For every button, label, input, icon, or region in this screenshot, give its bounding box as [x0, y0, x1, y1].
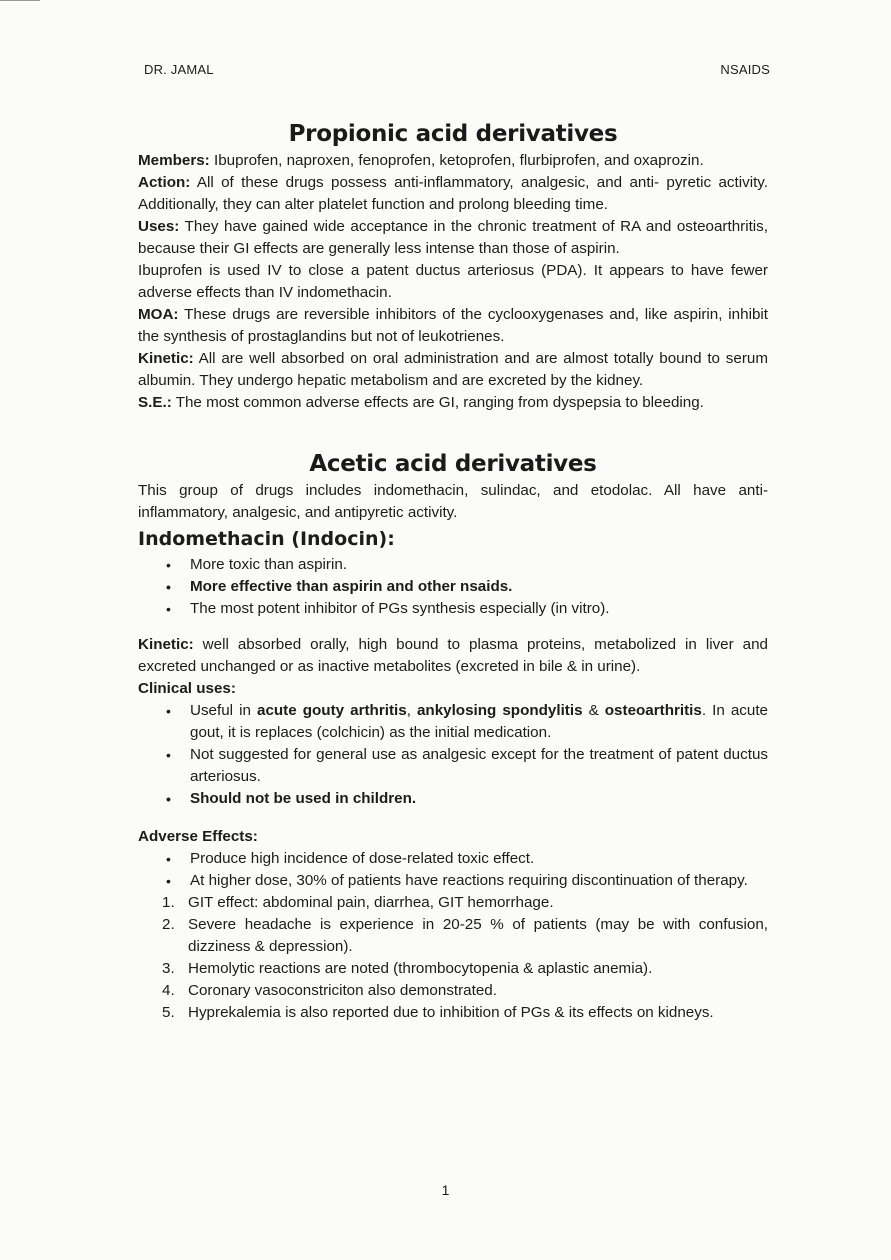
header-author: DR. JAMAL	[144, 62, 214, 77]
list-item: • Useful in acute gouty arthritis, ankylosing spondylitis & osteoarthritis. In acute gout, it is replaces (colchicin) as the initial medication.	[166, 702, 768, 741]
list-item: • Not suggested for general use as analgesic except for the treatment of patent ductus arteriosus.	[166, 746, 768, 785]
bullet-icon: •	[166, 791, 171, 807]
uses-paragraph	[138, 216, 768, 260]
list-item: • Should not be used in children.	[164, 788, 768, 810]
list-item: 5. Hyprekalemia is also reported due to inhibition of PGs & its effects on kidneys.	[162, 1004, 714, 1021]
indomethacin-kinetic-text: well absorbed orally, high bound to plasma proteins, metabolized in liver and excreted unchanged or as inactive metabolites (excreted in bile & in urine).	[138, 636, 768, 675]
acetic-intro-paragraph: This group of drugs includes indomethacin, sulindac, and etodolac. All have anti-inflammatory, analgesic, and antipyretic activity.	[138, 482, 768, 521]
list-item: • At higher dose, 30% of patients have reactions requiring discontinuation of therapy.	[164, 870, 768, 892]
kinetic-label: Kinetic:	[138, 350, 194, 367]
side-effects-paragraph	[138, 392, 768, 414]
kinetic-text: All are well absorbed on oral administration and are almost totally bound to serum albumin. They undergo hepatic metabolism and are excreted by the kidney.	[138, 350, 768, 389]
clinical-uses-list	[138, 700, 768, 810]
side-effects-text: The most common adverse effects are GI, ranging from dyspepsia to bleeding.	[171, 394, 704, 411]
uses-label: Uses:	[138, 218, 180, 235]
bullet-icon: •	[166, 703, 171, 719]
bullet-icon: •	[166, 579, 171, 595]
members-text: Ibuprofen, naproxen, fenoprofen, ketoprofen, flurbiprofen, and oxaprozin.	[209, 152, 704, 169]
adverse-effects-label: Adverse Effects:	[138, 828, 258, 845]
list-item: • Produce high incidence of dose-related toxic effect.	[164, 848, 768, 870]
page-number: 1	[441, 1182, 450, 1198]
indomethacin-kinetic-label: Kinetic:	[138, 636, 194, 653]
bullet-icon: •	[166, 851, 171, 867]
kinetic-paragraph	[138, 348, 768, 392]
members-paragraph	[138, 150, 768, 172]
ibuprofen-paragraph: Ibuprofen is used IV to close a patent ductus arteriosus (PDA). It appears to have fewer adverse effects than IV indomethacin.	[138, 262, 768, 301]
moa-label: MOA:	[138, 306, 179, 323]
section-title-propionic: Propionic acid derivatives	[288, 121, 618, 147]
scan-edge-line	[0, 0, 40, 1]
list-item: 4. Coronary vasoconstriciton also demonstrated.	[162, 982, 497, 999]
bullet-icon: •	[166, 557, 171, 573]
action-label: Action:	[138, 174, 191, 191]
section-title-acetic: Acetic acid derivatives	[309, 451, 597, 477]
indomethacin-heading: Indomethacin (Indocin):	[138, 528, 395, 550]
list-item: • More effective than aspirin and other nsaids.	[164, 576, 768, 598]
side-effects-label: S.E.:	[138, 394, 172, 411]
header-topic: NSAIDS	[720, 62, 770, 77]
list-item: 1. GIT effect: abdominal pain, diarrhea, GIT hemorrhage.	[162, 894, 554, 911]
indomethacin-kinetic-paragraph	[138, 634, 768, 678]
clinical-uses-label: Clinical uses:	[138, 680, 236, 697]
list-item: 3. Hemolytic reactions are noted (thrombocytopenia & aplastic anemia).	[162, 960, 653, 977]
bullet-icon: •	[166, 873, 171, 889]
document-body	[138, 118, 768, 1024]
indomethacin-bullets	[138, 554, 768, 620]
list-item: • More toxic than aspirin.	[164, 554, 768, 576]
adverse-bullets	[138, 848, 768, 892]
bullet-icon: •	[166, 747, 171, 763]
list-item: • The most potent inhibitor of PGs synthesis especially (in vitro).	[164, 598, 768, 620]
members-label: Members:	[138, 152, 210, 169]
moa-paragraph	[138, 304, 768, 348]
action-paragraph	[138, 172, 768, 216]
adverse-numbered-list	[138, 892, 768, 1024]
bullet-icon: •	[166, 601, 171, 617]
list-item: 2. Severe headache is experience in 20-25 % of patients (may be with confusion, dizziness & depression).	[162, 916, 768, 955]
moa-text: These drugs are reversible inhibitors of the cyclooxygenases and, like aspirin, inhibit the synthesis of prostaglandins but not of leukotrienes.	[138, 306, 768, 345]
uses-text: They have gained wide acceptance in the chronic treatment of RA and osteoarthritis, because their GI effects are generally less intense than those of aspirin.	[138, 218, 768, 257]
action-text: All of these drugs possess anti-inflammatory, analgesic, and anti- pyretic activity. Additionally, they can alter platelet function and prolong bleeding time.	[138, 174, 768, 213]
